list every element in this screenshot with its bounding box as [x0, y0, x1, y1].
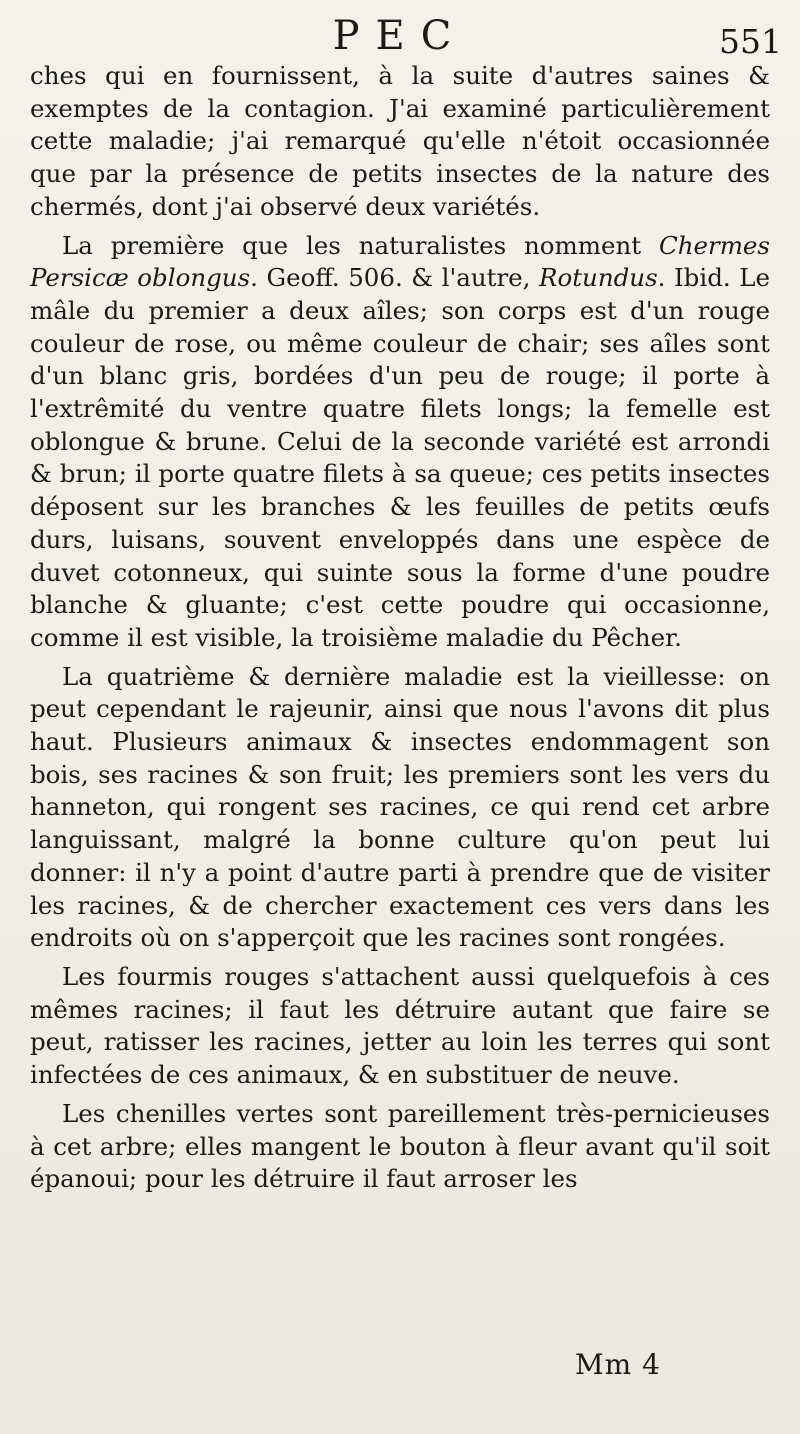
signature-mark: Mm 4	[575, 1348, 661, 1381]
paragraph-ants: Les fourmis rouges s'attachent aussi quelquefois à ces mêmes racines; il faut les détruire autant que faire se peut, ratisser les racines, jetter au loin les terres qui sont infectées de ces animaux, & en substituer de neuve.	[30, 961, 770, 1090]
page-number: 551	[719, 22, 782, 61]
paragraph-old-age: La quatrième & dernière maladie est la vieillesse: on peut cependant le rajeunir, ainsi que nous l'avons dit plus haut. Plusieurs animaux & insectes endommagent son bois, ses racines & son fruit; les premiers sont les vers du hanneton, qui rongent ses racines, ce qui rend cet arbre languissant, malgré la bonne culture qu'on peut lui donner: il n'y a point d'autre parti à prendre que de visiter les racines, & de chercher exactement ces vers dans les endroits où on s'apperçoit que les racines sont rongées.	[30, 661, 770, 953]
species-name-rotundus: Rotundus	[539, 263, 658, 293]
species-name-oblongus: Chermes Persicæ oblongus	[30, 230, 770, 293]
running-head: PEC	[332, 13, 468, 59]
paragraph-varieties	[30, 230, 770, 655]
paragraph-caterpillars: Les chenilles vertes sont pareillement très-pernicieuses à cet arbre; elles mangent le bouton à fleur avant qu'il soit épanoui; pour les détruire il faut arroser les	[30, 1098, 770, 1194]
paragraph-continuation: ches qui en fournissent, à la suite d'autres saines & exemptes de la contagion. J'ai examiné particulièrement cette maladie; j'ai remarqué qu'elle n'étoit occasionnée que par la présence de petits insectes de la nature des chermés, dont j'ai observé deux variétés.	[30, 61, 770, 221]
paragraph-text: La première que les naturalistes nomment	[62, 230, 659, 260]
paragraph-text: . Geoff. 506. & l'autre,	[250, 263, 540, 293]
paragraph-text: . Ibid. Le mâle du premier a deux aîles; son corps est d'un rouge couleur de rose, ou même couleur de chair; ses aîles sont d'un blanc gris, bordées d'un peu de rouge; il porte à l'extrêmité du ventre quatre filets longs; la femelle est oblongue & brune. Celui de la seconde variété est arrondi & brun; il porte quatre filets à sa queue; ces petits insectes déposent sur les branches & les feuilles de petits œufs durs, luisans, souvent enveloppés dans une espèce de duvet cotonneux, qui suinte sous la forme d'une poudre blanche & gluante; c'est cette poudre qui occasionne, comme il est visible, la troisième maladie du Pêcher.	[30, 263, 770, 652]
page-body	[30, 60, 770, 1202]
